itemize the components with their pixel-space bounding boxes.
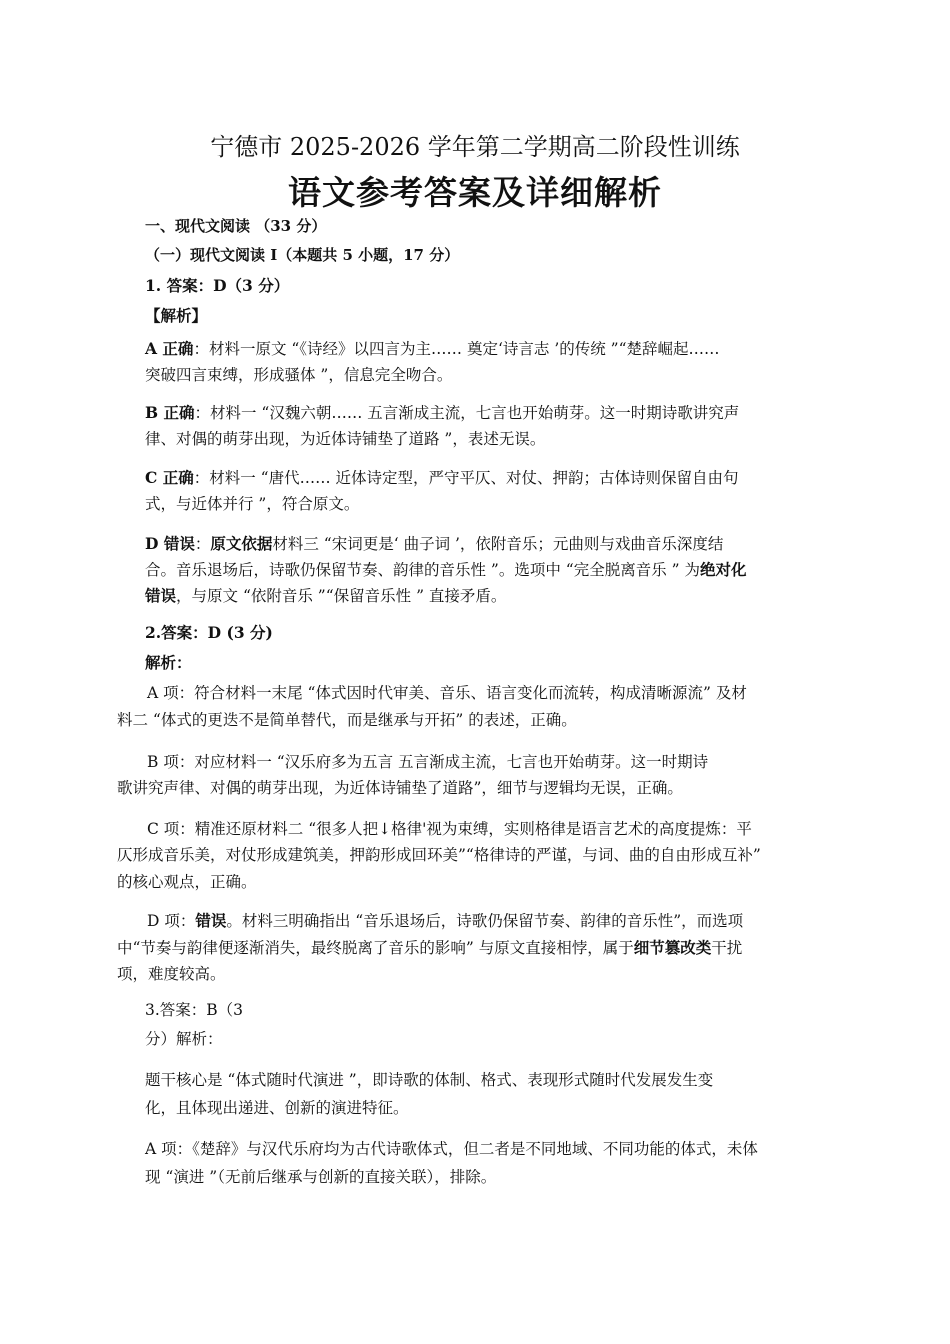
q2-option-d-line1: D 项：错误。材料三明确指出 “音乐退场后，诗歌仍保留节奏、韵律的音乐性”，而选项: [147, 911, 744, 930]
q1-a-text: ：材料一原文 “《诗经》以四言为主…… 奠定‘诗言志 ’的传统 ”“楚辞崛起……: [193, 340, 720, 358]
q1-option-c-line1: [145, 470, 739, 487]
q2-option-c-line3: 的核心观点，正确。: [117, 873, 257, 891]
q1-d-basis: 原文依据: [210, 534, 273, 553]
q1-option-d-line2: 合。音乐退场后，诗歌仍保留节奏、韵律的音乐性 ”。选项中 “完全脱离音乐 ” 为绝对化: [145, 560, 747, 579]
section-heading: 一、现代文阅读 （33 分）: [145, 217, 327, 235]
q1-option-d-line3: 错误，与原文 “依附音乐 ”“保留音乐性 ” 直接矛盾。: [145, 586, 507, 605]
q3-option-a-line1: A 项：《楚辞》与汉代乐府均为古代诗歌体式，但二者是不同地域、不同功能的体式，未体: [145, 1140, 758, 1158]
q2-option-a-line2: 料二 “体式的更迭不是简单替代，而是继承与开拓” 的表述，正确。: [117, 711, 577, 729]
q1-option-b-line2: 律、对偶的萌芽出现，为近体诗铺垫了道路 ”，表述无误。: [145, 430, 546, 448]
q1-b-lead: B 正确: [145, 403, 195, 422]
document-subtitle: 语文参考答案及详细解析: [288, 173, 662, 212]
q2-option-c-line2: 仄形成音乐美，对仗形成建筑美，押韵形成回环美”“格律诗的严谨，与词、曲的自由形成互补”: [117, 846, 761, 864]
q2-analysis-label: 解析：: [145, 653, 192, 672]
q2-option-d-line2: 中“节奏与韵律便逐渐消失，最终脱离了音乐的影响” 与原文直接相悖，属于细节篡改类干扰: [117, 938, 743, 957]
q1-option-a-line1: [145, 341, 720, 358]
q1-d-lead: D 错误: [145, 534, 195, 553]
q1-a-lead: A 正确: [145, 339, 194, 358]
q2-option-d-line3: 项，难度较高。: [117, 965, 226, 983]
subsection-heading: （一）现代文阅读 I（本题共 5 小题，17 分）: [145, 246, 460, 264]
q1-option-c-line2: 式，与近体并行 ”，符合原文。: [145, 495, 360, 513]
q3-answer-line2: 分）解析：: [145, 1030, 223, 1048]
q2-option-b-line1: B 项：对应材料一 “汉乐府多为五言 五言渐成主流，七言也开始萌芽。这一时期诗: [147, 753, 709, 771]
document-title: 宁德市 2025-2026 学年第二学期高二阶段性训练: [210, 133, 740, 161]
q2-option-a-line1: A 项：符合材料一末尾 “体式因时代审美、音乐、语言变化而流转，构成清晰源流” 及材: [147, 684, 747, 702]
q1-analysis-label: 【解析】: [145, 306, 208, 325]
q2-option-b-line2: 歌讲究声律、对偶的萌芽出现，为近体诗铺垫了道路”，细节与逻辑均无误，正确。: [117, 779, 683, 797]
q3-option-a-line2: 现 “演进 ”（无前后继承与创新的直接关联），排除。: [145, 1168, 497, 1186]
q3-stem-line1: 题干核心是 “体式随时代演进 ”，即诗歌的体制、格式、表现形式随时代发展发生变: [145, 1071, 714, 1089]
q1-option-a-line2: 突破四言束缚，形成骚体 ”，信息完全吻合。: [145, 366, 453, 384]
q2-answer: 2.答案：D (3 分): [145, 623, 273, 642]
q3-answer-line1: 3.答案：B（3: [145, 1001, 244, 1019]
q2-option-c-line1: C 项：精准还原材料二 “很多人把↓格律'视为束缚，实则格律是语言艺术的高度提炼：平: [147, 820, 752, 838]
q1-option-b-line1: [145, 405, 739, 422]
q1-b-text: ：材料一 “汉魏六朝…… 五言渐成主流，七言也开始萌芽。这一时期诗歌讲究声: [194, 404, 740, 422]
q1-answer: 1. 答案：D（3 分）: [145, 276, 290, 295]
q1-option-d-line1: D 错误：原文依据材料三 “宋词更是‘ 曲子词 ’，依附音乐；元曲则与戏曲音乐深度结: [145, 534, 724, 553]
q1-c-lead: C 正确: [145, 468, 194, 487]
q1-c-text: ：材料一 “唐代…… 近体诗定型，严守平仄、对仗、押韵；古体诗则保留自由句: [193, 469, 739, 487]
q3-stem-line2: 化，且体现出递进、创新的演进特征。: [145, 1099, 409, 1117]
